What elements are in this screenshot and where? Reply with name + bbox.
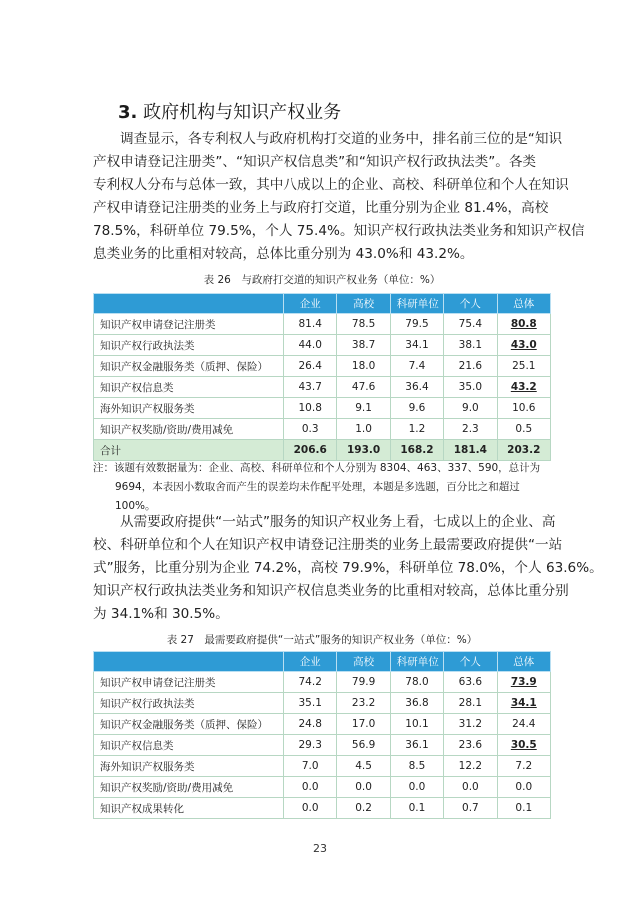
table-cell-total: 0.5 [497, 419, 550, 440]
table-cell: 21.6 [444, 356, 497, 377]
table-header-row [94, 652, 551, 672]
table-cell: 47.6 [337, 377, 390, 398]
table-cell: 36.1 [390, 735, 443, 756]
total-cell: 206.6 [284, 440, 337, 461]
table-cell-total: 43.2 [497, 377, 550, 398]
table-cell: 23.6 [444, 735, 497, 756]
table-cell: 23.2 [337, 693, 390, 714]
row-label: 知识产权行政执法类 [94, 693, 284, 714]
table-cell: 78.5 [337, 314, 390, 335]
header-cell: 科研单位 [390, 294, 443, 314]
paragraph-line: 产权申请登记注册类的业务上与政府打交道，比重分别为企业 81.4%，高校 [93, 200, 549, 216]
total-cell: 168.2 [390, 440, 443, 461]
header-cell: 个人 [444, 652, 497, 672]
section-number: 3. [118, 102, 138, 123]
note-line: 注：该题有效数据量为：企业、高校、科研单位和个人分别为 8304、463、337、590，总计为 [93, 462, 541, 474]
table-cell: 4.5 [337, 756, 390, 777]
table-cell: 9.0 [444, 398, 497, 419]
table-row [94, 777, 551, 798]
table-cell-total: 10.6 [497, 398, 550, 419]
table-row [94, 693, 551, 714]
table-cell: 79.5 [390, 314, 443, 335]
table-cell: 74.2 [284, 672, 337, 693]
table-cell: 1.2 [390, 419, 443, 440]
page-number: 23 [313, 842, 327, 855]
section-heading [118, 98, 341, 124]
row-label: 知识产权信息类 [94, 377, 284, 398]
table-row [94, 798, 551, 819]
table-cell: 36.8 [390, 693, 443, 714]
table-cell: 0.0 [390, 777, 443, 798]
table-cell: 35.1 [284, 693, 337, 714]
total-label: 合计 [94, 440, 284, 461]
paragraph-line: 调查显示，各专利权人与政府机构打交道的业务中，排名前三位的是“知识 [120, 131, 563, 147]
paragraph-line: 从需要政府提供“一站式”服务的知识产权业务上看，七成以上的企业、高 [120, 514, 556, 530]
table-row [94, 356, 551, 377]
row-label: 知识产权奖励/资助/费用减免 [94, 419, 284, 440]
table-27-caption: 表 27 最需要政府提供“一站式”服务的知识产权业务（单位：%） [166, 634, 478, 646]
table-row [94, 419, 551, 440]
table-cell-total: 0.1 [497, 798, 550, 819]
table-header-row [94, 294, 551, 314]
table-cell: 34.1 [390, 335, 443, 356]
paragraph-line: 专利权人分布与总体一致，其中八成以上的企业、高校、科研单位和个人在知识 [93, 177, 569, 193]
header-cell: 总体 [497, 294, 550, 314]
table-cell: 8.5 [390, 756, 443, 777]
table-cell: 12.2 [444, 756, 497, 777]
row-label: 知识产权金融服务类（质押、保险） [94, 714, 284, 735]
table-cell-total: 24.4 [497, 714, 550, 735]
table-cell: 38.7 [337, 335, 390, 356]
header-cell: 高校 [337, 652, 390, 672]
table-cell: 10.1 [390, 714, 443, 735]
table-27 [93, 651, 551, 819]
table-note [93, 459, 558, 516]
table-cell: 1.0 [337, 419, 390, 440]
header-cell: 科研单位 [390, 652, 443, 672]
paragraph-2 [93, 511, 603, 626]
row-label: 知识产权申请登记注册类 [94, 672, 284, 693]
table-cell: 9.6 [390, 398, 443, 419]
total-cell: 181.4 [444, 440, 497, 461]
section-title: 政府机构与知识产权业务 [143, 102, 342, 123]
row-label: 海外知识产权服务类 [94, 756, 284, 777]
table-cell: 10.8 [284, 398, 337, 419]
table-cell: 0.0 [444, 777, 497, 798]
table-cell: 36.4 [390, 377, 443, 398]
table-cell: 28.1 [444, 693, 497, 714]
table-cell: 0.2 [337, 798, 390, 819]
table-cell: 81.4 [284, 314, 337, 335]
table-cell: 7.4 [390, 356, 443, 377]
table-cell: 29.3 [284, 735, 337, 756]
table-cell: 56.9 [337, 735, 390, 756]
table-cell: 35.0 [444, 377, 497, 398]
table-row [94, 756, 551, 777]
table-26 [93, 293, 551, 461]
table-cell: 78.0 [390, 672, 443, 693]
table-cell: 17.0 [337, 714, 390, 735]
table-row [94, 714, 551, 735]
table-cell-total: 73.9 [497, 672, 550, 693]
header-cell [94, 294, 284, 314]
table-cell-total: 7.2 [497, 756, 550, 777]
table-cell-total: 34.1 [497, 693, 550, 714]
table-cell: 0.3 [284, 419, 337, 440]
table-cell: 0.0 [284, 777, 337, 798]
paragraph-line: 为 34.1%和 30.5%。 [93, 606, 229, 622]
paragraph-line: 知识产权行政执法类业务和知识产权信息类业务的比重相对较高，总体比重分别 [93, 583, 569, 599]
note-line: 9694，本表因小数取舍而产生的误差均未作配平处理，本题是多选题，百分比之和超过 100%。 [115, 481, 520, 512]
table-cell: 0.1 [390, 798, 443, 819]
table-total-row [94, 440, 551, 461]
row-label: 知识产权成果转化 [94, 798, 284, 819]
header-cell: 高校 [337, 294, 390, 314]
paragraph-line: 式”服务，比重分别为企业 74.2%，高校 79.9%，科研单位 78.0%，个人 63.6%。 [93, 560, 603, 576]
paragraph-1 [93, 128, 585, 266]
table-cell: 0.0 [284, 798, 337, 819]
table-cell-total: 25.1 [497, 356, 550, 377]
table-cell: 63.6 [444, 672, 497, 693]
table-row [94, 314, 551, 335]
table-cell: 0.0 [337, 777, 390, 798]
table-cell: 7.0 [284, 756, 337, 777]
header-cell: 个人 [444, 294, 497, 314]
total-cell: 193.0 [337, 440, 390, 461]
table-row [94, 377, 551, 398]
paragraph-line: 息类业务的比重相对较高，总体比重分别为 43.0%和 43.2%。 [93, 246, 474, 262]
table-cell: 79.9 [337, 672, 390, 693]
table-cell: 9.1 [337, 398, 390, 419]
table-cell-total: 30.5 [497, 735, 550, 756]
table-row [94, 735, 551, 756]
table-cell: 26.4 [284, 356, 337, 377]
table-row [94, 398, 551, 419]
row-label: 知识产权行政执法类 [94, 335, 284, 356]
table-cell: 18.0 [337, 356, 390, 377]
header-cell: 总体 [497, 652, 550, 672]
row-label: 海外知识产权服务类 [94, 398, 284, 419]
table-cell: 44.0 [284, 335, 337, 356]
paragraph-line: 78.5%，科研单位 79.5%，个人 75.4%。知识产权行政执法类业务和知识产权信 [93, 223, 585, 239]
paragraph-line: 校、科研单位和个人在知识产权申请登记注册类的业务上最需要政府提供“一站 [93, 537, 563, 553]
table-cell: 24.8 [284, 714, 337, 735]
table-cell-total: 43.0 [497, 335, 550, 356]
header-cell: 企业 [284, 652, 337, 672]
header-cell: 企业 [284, 294, 337, 314]
table-cell-total: 0.0 [497, 777, 550, 798]
table-26-caption: 表 26 与政府打交道的知识产权业务（单位：%） [203, 274, 441, 286]
total-cell: 203.2 [497, 440, 550, 461]
table-cell: 0.7 [444, 798, 497, 819]
row-label: 知识产权信息类 [94, 735, 284, 756]
header-cell [94, 652, 284, 672]
table-cell: 38.1 [444, 335, 497, 356]
table-cell: 2.3 [444, 419, 497, 440]
table-cell: 31.2 [444, 714, 497, 735]
table-cell: 43.7 [284, 377, 337, 398]
row-label: 知识产权奖励/资助/费用减免 [94, 777, 284, 798]
row-label: 知识产权申请登记注册类 [94, 314, 284, 335]
paragraph-line: 产权申请登记注册类”、“知识产权信息类”和“知识产权行政执法类”。各类 [93, 154, 537, 170]
row-label: 知识产权金融服务类（质押、保险） [94, 356, 284, 377]
table-cell: 75.4 [444, 314, 497, 335]
table-row [94, 672, 551, 693]
table-cell-total: 80.8 [497, 314, 550, 335]
table-row [94, 335, 551, 356]
